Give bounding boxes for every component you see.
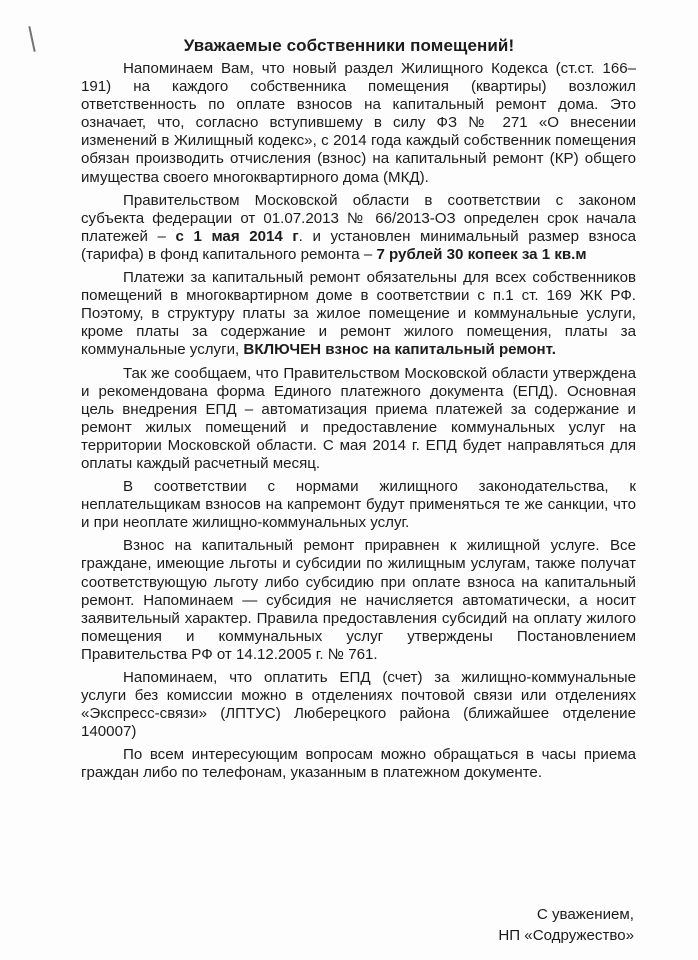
bold-text: ВКЛЮЧЕН взнос на капитальный ремонт. (243, 341, 556, 359)
paragraph-7 (81, 669, 636, 741)
paragraph-6 (81, 537, 636, 664)
text-run: . и установлен минимальный размер взноса (тарифа) в фонд капитального ремонта – (81, 227, 636, 263)
paragraph-3 (81, 269, 636, 359)
text-run: Платежи за капитальный ремонт обязательны для всех собственников помещений в многоквартирном доме в соответствии с п.1 ст. 169 ЖК РФ. Поэтому, в структуру платы за жилое помещение и коммунальные услуги, кроме платы за содержание и ремонт жилого помещения, платы за коммунальные услуги, (81, 269, 636, 359)
text-run: По всем интересующим вопросам можно обращаться в часы приема граждан либо по телефонам, указанным в платежном документе. (81, 746, 636, 782)
text-run: Напоминаем Вам, что новый раздел Жилищного Кодекса (ст.ст. 166–191) на каждого собственника помещения (квартиры) возложил ответственность по оплате взносов на капитальный ремонт дома. Это означает, что, согласно вступившему в силу ФЗ № 271 «О внесении изменений в Жилищный кодекс», с 2014 года каждый собственник помещения обязан производить отчисления (взнос) на капитальный ремонт (КР) общего имущества своего многоквартирного дома (МКД). (81, 60, 636, 186)
text-run: Правительством Московской области в соответствии с законом субъекта федерации от 01.07.2013 № 66/2013-ОЗ определен срок начала платежей – (81, 191, 636, 245)
signature-organization: НП «Содружество» (498, 927, 634, 944)
text-run: В соответствии с нормами жилищного законодательства, к неплательщикам взносов на капремонт будут применяться те же санкции, что и при неоплате жилищно-коммунальных услуг. (81, 478, 636, 532)
bold-text: с 1 мая 2014 г (175, 227, 299, 245)
text-run: Напоминаем, что оплатить ЕПД (счет) за жилищно-коммунальные услуги без комиссии можно в отделениях почтовой связи или отделениях «Экспресс-связи» (ЛПТУС) Люберецкого района (ближайшее отделение 140007) (81, 669, 636, 741)
document-title: Уважаемые собственники помещений! (183, 36, 515, 55)
signature-closing: С уважением, (536, 906, 634, 923)
text-run: Так же сообщаем, что Правительством Московской области утверждена и рекомендована форма Единого платежного документа (ЕПД). Основная цель внедрения ЕПД – автоматизация приема платежей за содержание и ремонт жилых помещений и предоставление коммунальных услуг на территории Московской области. С мая 2014 г. ЕПД будет направляться для оплаты каждый расчетный месяц. (81, 364, 636, 472)
document-body (81, 60, 636, 788)
paragraph-1 (81, 60, 636, 187)
paragraph-2 (81, 192, 636, 264)
paragraph-5 (81, 478, 636, 532)
bold-text: 7 рублей 30 копеек за 1 кв.м (376, 245, 587, 263)
paragraph-4 (81, 365, 636, 474)
paragraph-8 (81, 746, 636, 782)
signature-block (498, 904, 634, 946)
text-run: Взнос на капитальный ремонт приравнен к жилищной услуге. Все граждане, имеющие льготы и субсидии по жилищным услугам, также получат соответствующую льготу либо субсидию при оплате взноса на капитальный ремонт. Напоминаем — субсидия не начисляется автоматически, а носит заявительный характер. Правила предоставления субсидий на оплату жилого помещения и коммунальных услуг утверждены Постановлением Правительства РФ от 14.12.2005 г. № 761. (81, 537, 636, 663)
